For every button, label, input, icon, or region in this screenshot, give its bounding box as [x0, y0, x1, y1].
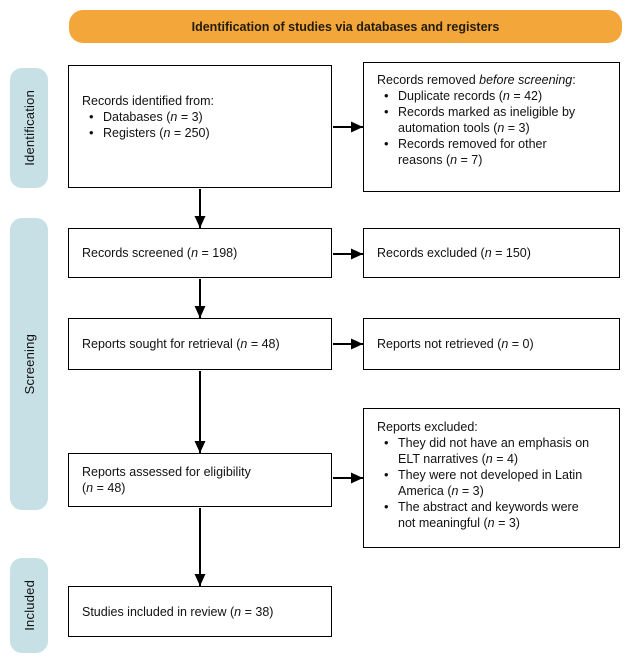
text: = 38): [241, 604, 274, 619]
text: Records removed for other: [398, 137, 547, 151]
box-text-line: [377, 72, 614, 88]
italic-text: n: [484, 246, 492, 260]
box-text-line: [377, 245, 614, 261]
text: = 48): [93, 481, 126, 495]
text: Reports assessed for eligibility: [82, 465, 251, 479]
italic-text: n: [191, 246, 199, 260]
box-text-line: [82, 480, 323, 496]
text: not meaningful (: [398, 516, 488, 530]
text: = 3): [177, 110, 203, 124]
text: America (: [398, 484, 452, 498]
text: = 3): [458, 484, 484, 498]
box-studies-included-in-review: [68, 586, 332, 637]
box-text-line: [82, 245, 323, 261]
italic-text: n: [502, 89, 510, 103]
bullet-item: [398, 136, 614, 168]
box-reports-not-retrieved: [363, 318, 620, 370]
italic-text: n: [86, 481, 94, 495]
text: = 0): [508, 337, 534, 351]
text: Records excluded (: [377, 246, 485, 260]
text: automation tools (: [398, 121, 498, 135]
banner: [69, 10, 622, 43]
italic-text: n: [240, 337, 248, 351]
text: Records marked as ineligible by: [398, 105, 576, 119]
text: Duplicate records (: [398, 89, 503, 103]
italic-text: n: [450, 153, 458, 167]
stage-label-screening: [10, 218, 48, 510]
bullet-list: [377, 435, 614, 531]
italic-text: n: [485, 452, 493, 466]
box-reports-sought-for-retrieval: [68, 318, 332, 370]
box-text-line: [82, 336, 323, 352]
text: Records removed: [377, 73, 480, 87]
italic-text: n: [234, 604, 242, 619]
box-records-removed-before-screening: [363, 62, 620, 192]
stage-label-text: Included: [21, 580, 37, 631]
box-text-line: [82, 93, 323, 109]
text: = 150): [491, 246, 531, 260]
box-text-line: [377, 419, 614, 435]
italic-text: n: [501, 337, 509, 351]
text: Databases (: [103, 110, 171, 124]
italic-text: n: [170, 110, 178, 124]
text: Reports excluded:: [377, 420, 478, 434]
text: They did not have an emphasis on: [398, 436, 590, 450]
stage-label-text: Screening: [21, 333, 37, 395]
text: Reports not retrieved (: [377, 337, 502, 351]
box-text-line: [82, 604, 323, 620]
stage-label-included: [10, 558, 48, 653]
text: Records identified from:: [82, 94, 215, 108]
text: = 7): [457, 153, 483, 167]
box-records-excluded: [363, 228, 620, 278]
box-text-line: [82, 464, 323, 480]
text: (: [82, 481, 87, 495]
box-text-line: [377, 336, 614, 352]
banner-title: Identification of studies via databases and registers: [191, 19, 500, 34]
text: = 4): [492, 452, 519, 466]
bullet-item: [398, 467, 614, 499]
text: = 198): [198, 246, 238, 260]
text: = 3): [494, 516, 520, 530]
text: Reports sought for retrieval (: [82, 337, 241, 351]
bullet-item: [103, 109, 323, 125]
box-records-screened: [68, 228, 332, 278]
bullet-item: [398, 88, 614, 104]
bullet-item: [398, 499, 614, 531]
box-records-identified: [68, 65, 332, 188]
text: = 3): [504, 121, 530, 135]
text: = 48): [247, 337, 280, 351]
bullet-item: [103, 125, 323, 141]
text: = 42): [509, 89, 543, 103]
italic-text: before screening: [479, 73, 573, 87]
box-reports-assessed-for-eligibility: [68, 453, 332, 507]
stage-label-text: Identification: [21, 90, 37, 166]
text: Registers (: [103, 126, 164, 140]
text: = 250): [170, 126, 210, 140]
italic-text: n: [497, 121, 505, 135]
bullet-list: [82, 109, 323, 141]
text: Records screened (: [82, 246, 192, 260]
bullet-item: [398, 104, 614, 136]
bullet-list: [377, 88, 614, 168]
italic-text: n: [163, 126, 171, 140]
text: They were not developed in Latin: [398, 468, 583, 482]
italic-text: n: [451, 484, 459, 498]
bullet-item: [398, 435, 614, 467]
text: The abstract and keywords were: [398, 500, 579, 514]
stage-label-identification: [10, 68, 48, 188]
text: ELT narratives (: [398, 452, 486, 466]
text: reasons (: [398, 153, 451, 167]
box-reports-excluded: [363, 408, 620, 548]
text: Studies included in review (: [82, 604, 235, 619]
italic-text: n: [487, 516, 495, 530]
text: :: [572, 73, 576, 87]
